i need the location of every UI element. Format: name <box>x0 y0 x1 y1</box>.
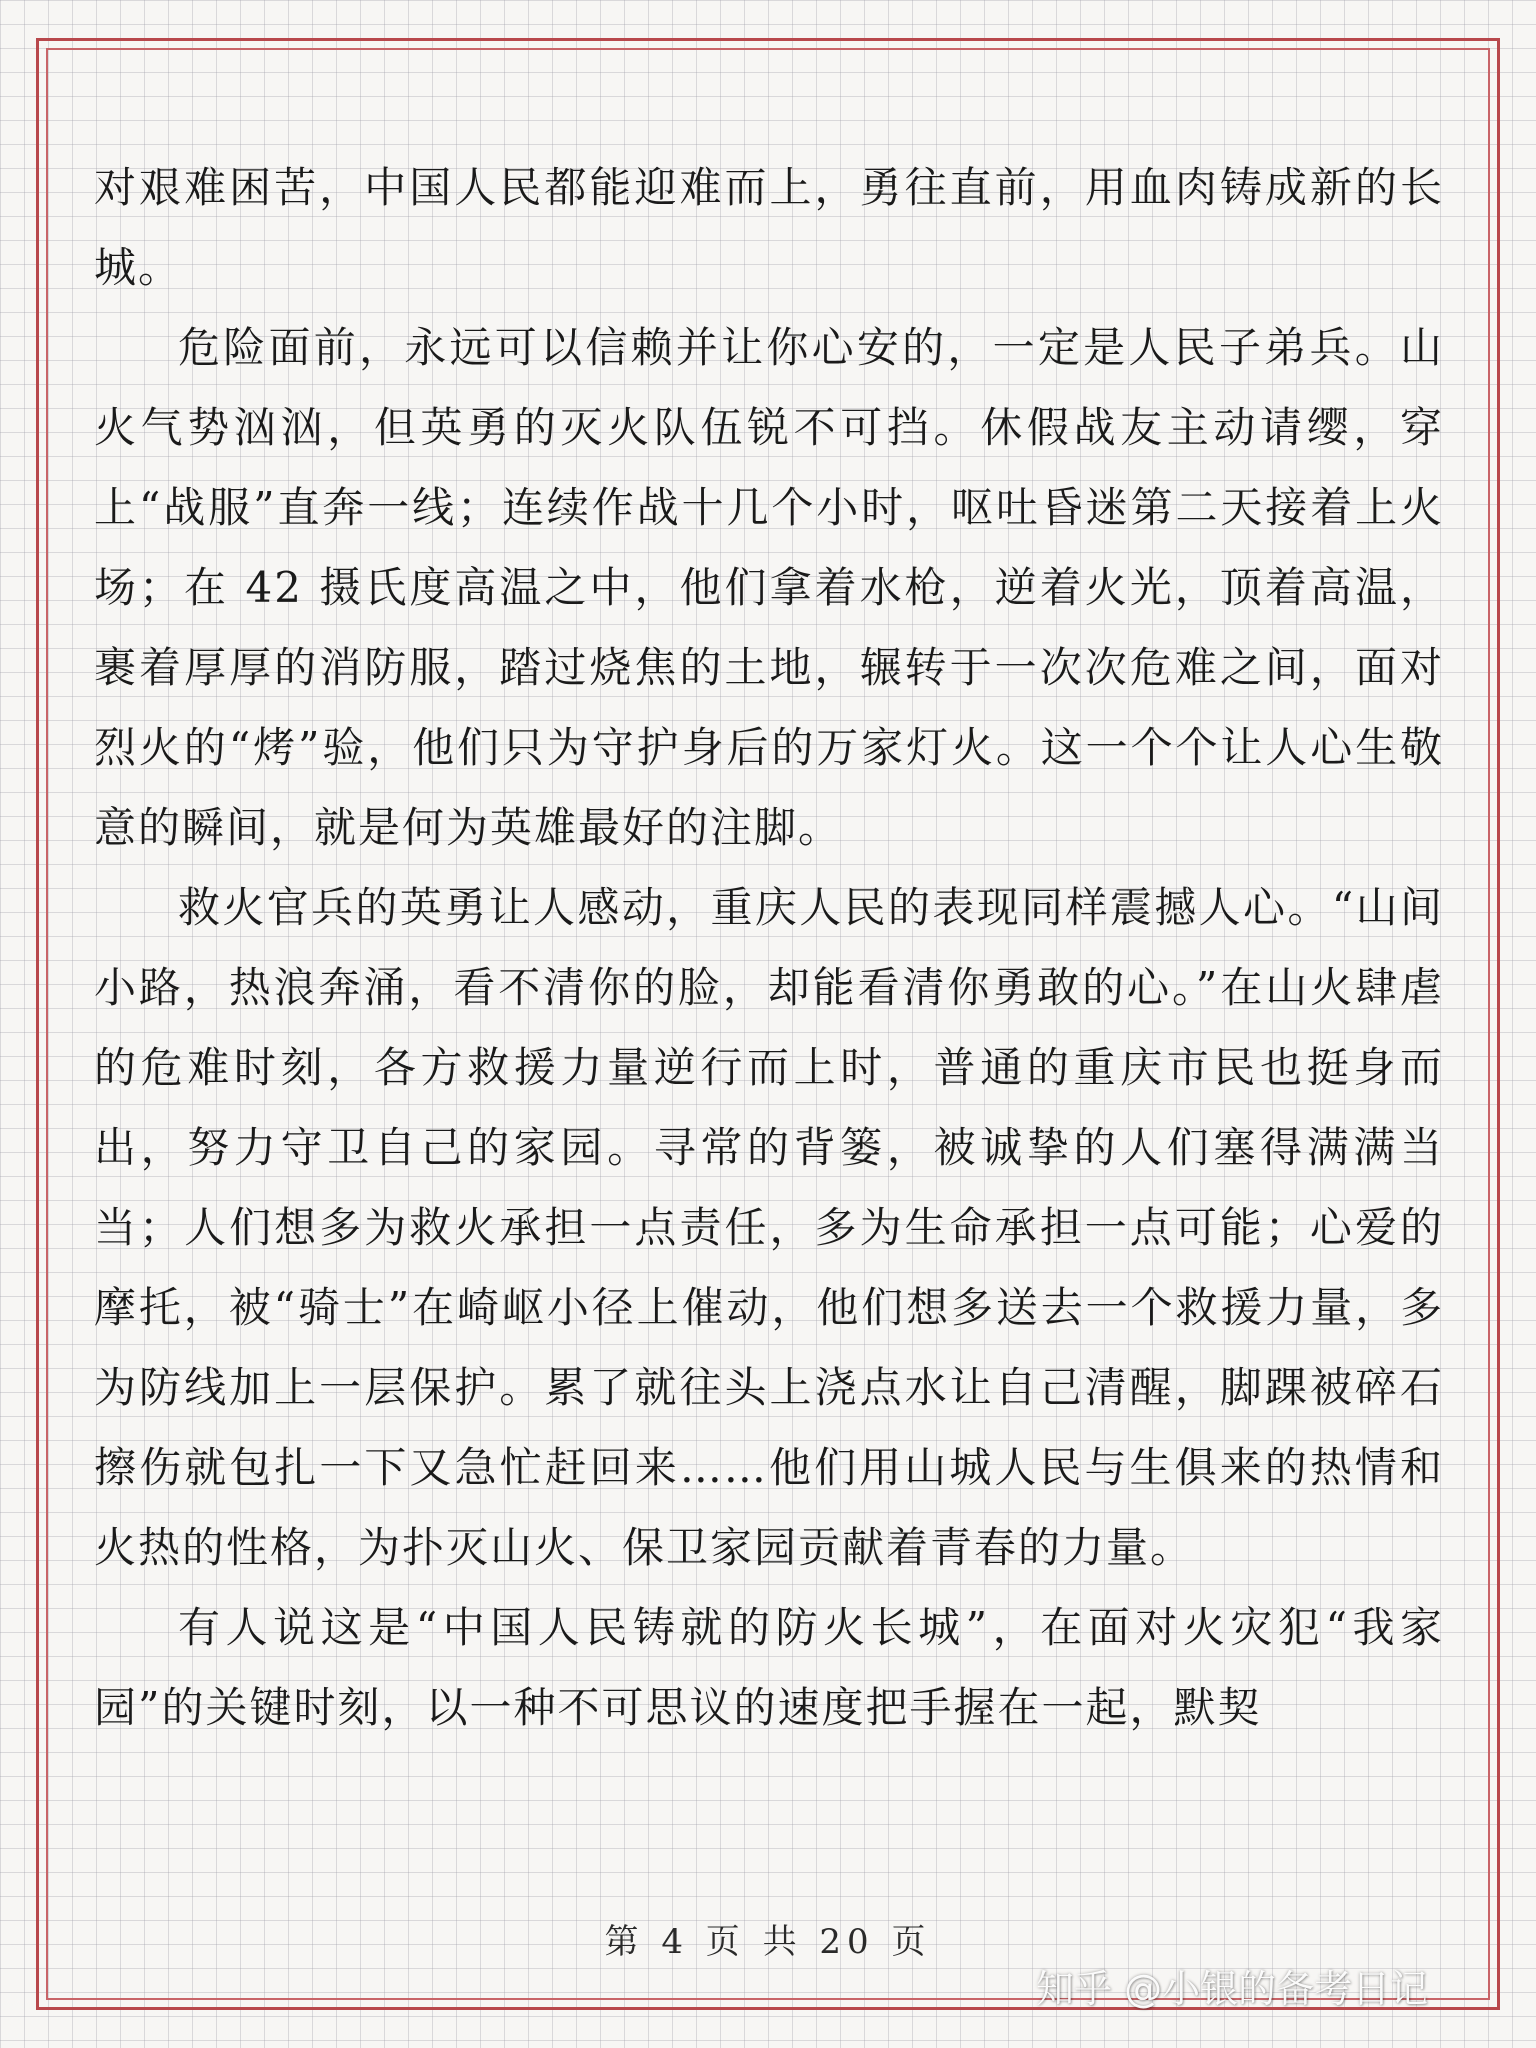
document-body <box>94 148 1444 1748</box>
paragraph-citizens: 救火官兵的英勇让人感动，重庆人民的表现同样震撼人心。“山间小路，热浪奔涌，看不清你的脸，却能看清你勇敢的心。”在山火肆虐的危难时刻，各方救援力量逆行而上时，普通的重庆市民也挺身而出，努力守卫自己的家园。寻常的背篓，被诚挚的人们塞得满满当当；人们想多为救火承担一点责任，多为生命承担一点可能；心爱的摩托，被“骑士”在崎岖小径上催动，他们想多送去一个救援力量，多为防线加上一层保护。累了就往头上浇点水让自己清醒，脚踝被碎石擦伤就包扎一下又急忙赶回来……他们用山城人民与生俱来的热情和火热的性格，为扑灭山火、保卫家园贡献着青春的力量。 <box>94 883 1444 1572</box>
paragraph-firewall: 有人说这是“中国人民铸就的防火长城”，在面对火灾犯“我家园”的关键时刻，以一种不可思议的速度把手握在一起，默契 <box>94 1603 1444 1732</box>
page-number: 第 4 页 共 20 页 <box>604 1922 932 1962</box>
paragraph-soldiers: 危险面前，永远可以信赖并让你心安的，一定是人民子弟兵。山火气势汹汹，但英勇的灭火队伍锐不可挡。休假战友主动请缨，穿上“战服”直奔一线；连续作战十几个小时，呕吐昏迷第二天接着上火场；在 42 摄氏度高温之中，他们拿着水枪，逆着火光，顶着高温，裹着厚厚的消防服，踏过烧焦的土地，辗转于一次次危难之间，面对烈火的“烤”验，他们只为守护身后的万家灯火。这一个个让人心生敬意的瞬间，就是何为英雄最好的注脚。 <box>94 323 1444 852</box>
paragraph-continuation: 对艰难困苦，中国人民都能迎难而上，勇往直前，用血肉铸成新的长城。 <box>94 163 1444 292</box>
watermark: 知乎 @小银的备考日记 <box>1036 1967 1429 2011</box>
